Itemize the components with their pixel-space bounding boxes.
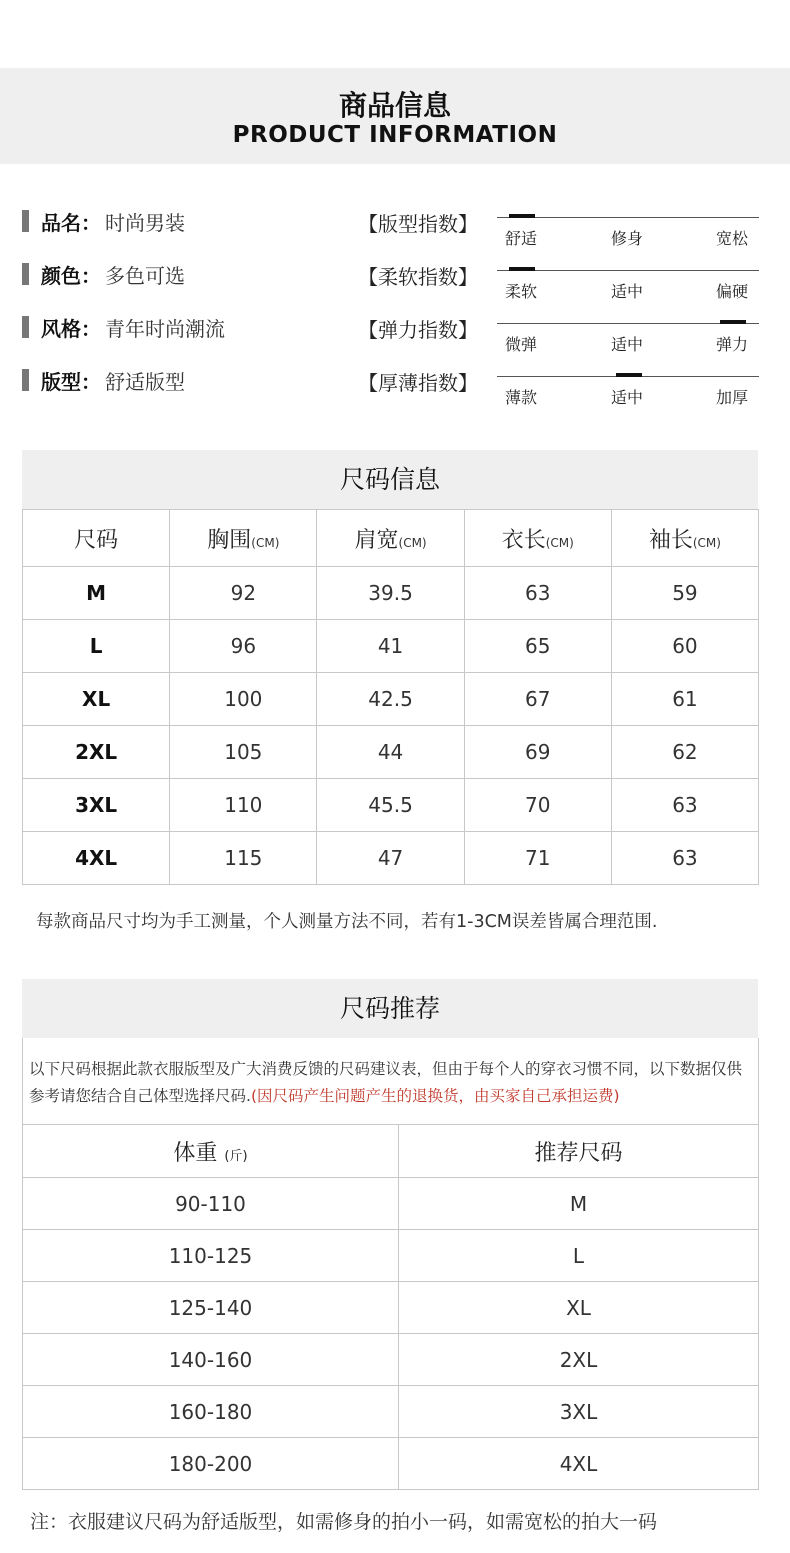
table-header-row — [23, 1125, 759, 1178]
reco-warning: (因尺码产生问题产生的退换货，由买家自己承担运费) — [250, 1087, 620, 1105]
scale-option: 宽松 — [716, 229, 749, 248]
footer-note: 注：衣服建议尺码为舒适版型，如需修身的拍小一码，如需宽松的拍大一码 — [30, 1511, 658, 1533]
index-label-elasticity: 【弹力指数】 — [358, 318, 478, 342]
column-header: 衣长(CM) — [464, 510, 611, 567]
scale-option: 加厚 — [716, 388, 749, 407]
table-row: 160-180 3XL — [23, 1386, 759, 1438]
table-header-row — [23, 510, 759, 567]
table-row: 140-160 2XL — [23, 1334, 759, 1386]
table-row: 3XL 110 45.5 70 63 — [23, 779, 759, 832]
attribute-value: 舒适版型 — [105, 369, 185, 394]
size-info-heading: 尺码信息 — [22, 450, 758, 509]
attribute-label: 颜色： — [41, 263, 101, 288]
reco-description-box — [22, 1038, 759, 1124]
scale-marker — [509, 214, 535, 218]
column-header: 尺码 — [23, 510, 170, 567]
index-label-fit: 【版型指数】 — [358, 212, 478, 236]
bullet-bar — [22, 316, 29, 338]
index-label-thickness: 【厚薄指数】 — [358, 371, 478, 395]
scale-option: 适中 — [611, 282, 644, 301]
table-row: M 92 39.5 63 59 — [23, 567, 759, 620]
index-scale-thickness — [497, 376, 759, 410]
column-header: 体重 (斤) — [23, 1125, 399, 1178]
size-reco-heading: 尺码推荐 — [22, 979, 758, 1038]
reco-description — [29, 1056, 755, 1110]
attribute-value: 多色可选 — [105, 263, 185, 288]
scale-option: 适中 — [611, 335, 644, 354]
attribute-row — [22, 260, 185, 288]
scale-option: 偏硬 — [716, 282, 749, 301]
attribute-label: 品名： — [41, 210, 101, 235]
scale-line — [497, 270, 759, 271]
column-header: 胸围(CM) — [170, 510, 317, 567]
table-row: 180-200 4XL — [23, 1438, 759, 1490]
column-header: 肩宽(CM) — [317, 510, 464, 567]
scale-marker — [720, 320, 746, 324]
index-scale-elasticity — [497, 323, 759, 357]
scale-marker — [616, 373, 642, 377]
scale-option: 柔软 — [505, 282, 538, 301]
bullet-bar — [22, 263, 29, 285]
page-title: 商品信息 — [338, 89, 451, 122]
attribute-row — [22, 207, 185, 235]
measurement-note: 每款商品尺寸均为手工测量，个人测量方法不同，若有1-3CM误差皆属合理范围. — [36, 912, 658, 932]
bullet-bar — [22, 210, 29, 232]
index-scale-softness — [497, 270, 759, 304]
attribute-row — [22, 313, 225, 341]
scale-option: 薄款 — [505, 388, 538, 407]
scale-option: 适中 — [611, 388, 644, 407]
attribute-row — [22, 366, 185, 394]
reco-desc-text: 以下尺码根据此款衣服版型及广大消费反馈的尺码建议表，但由于每个人的穿衣习惯不同，以下数据仅供参考请您结合自己体型选择尺码. — [29, 1060, 743, 1105]
scale-option: 微弹 — [505, 335, 538, 354]
table-row: 4XL 115 47 71 63 — [23, 832, 759, 885]
scale-option: 弹力 — [716, 335, 749, 354]
attribute-label: 版型： — [41, 369, 101, 394]
table-row: L 96 41 65 60 — [23, 620, 759, 673]
index-label-softness: 【柔软指数】 — [358, 265, 478, 289]
attribute-value: 时尚男装 — [105, 210, 185, 235]
attribute-value: 青年时尚潮流 — [105, 316, 225, 341]
size-table — [22, 509, 759, 885]
table-row: 2XL 105 44 69 62 — [23, 726, 759, 779]
attribute-label: 风格： — [41, 316, 101, 341]
column-header: 推荐尺码 — [398, 1125, 758, 1178]
index-scale-fit — [497, 217, 759, 251]
reco-table — [22, 1124, 759, 1490]
table-row: 90-110 M — [23, 1178, 759, 1230]
bullet-bar — [22, 369, 29, 391]
table-row: XL 100 42.5 67 61 — [23, 673, 759, 726]
table-row: 125-140 XL — [23, 1282, 759, 1334]
scale-line — [497, 217, 759, 218]
table-row: 110-125 L — [23, 1230, 759, 1282]
column-header: 袖长(CM) — [611, 510, 758, 567]
scale-option: 修身 — [611, 229, 644, 248]
scale-marker — [509, 267, 535, 271]
scale-option: 舒适 — [505, 229, 538, 248]
page-subtitle: PRODUCT INFORMATION — [232, 122, 558, 148]
